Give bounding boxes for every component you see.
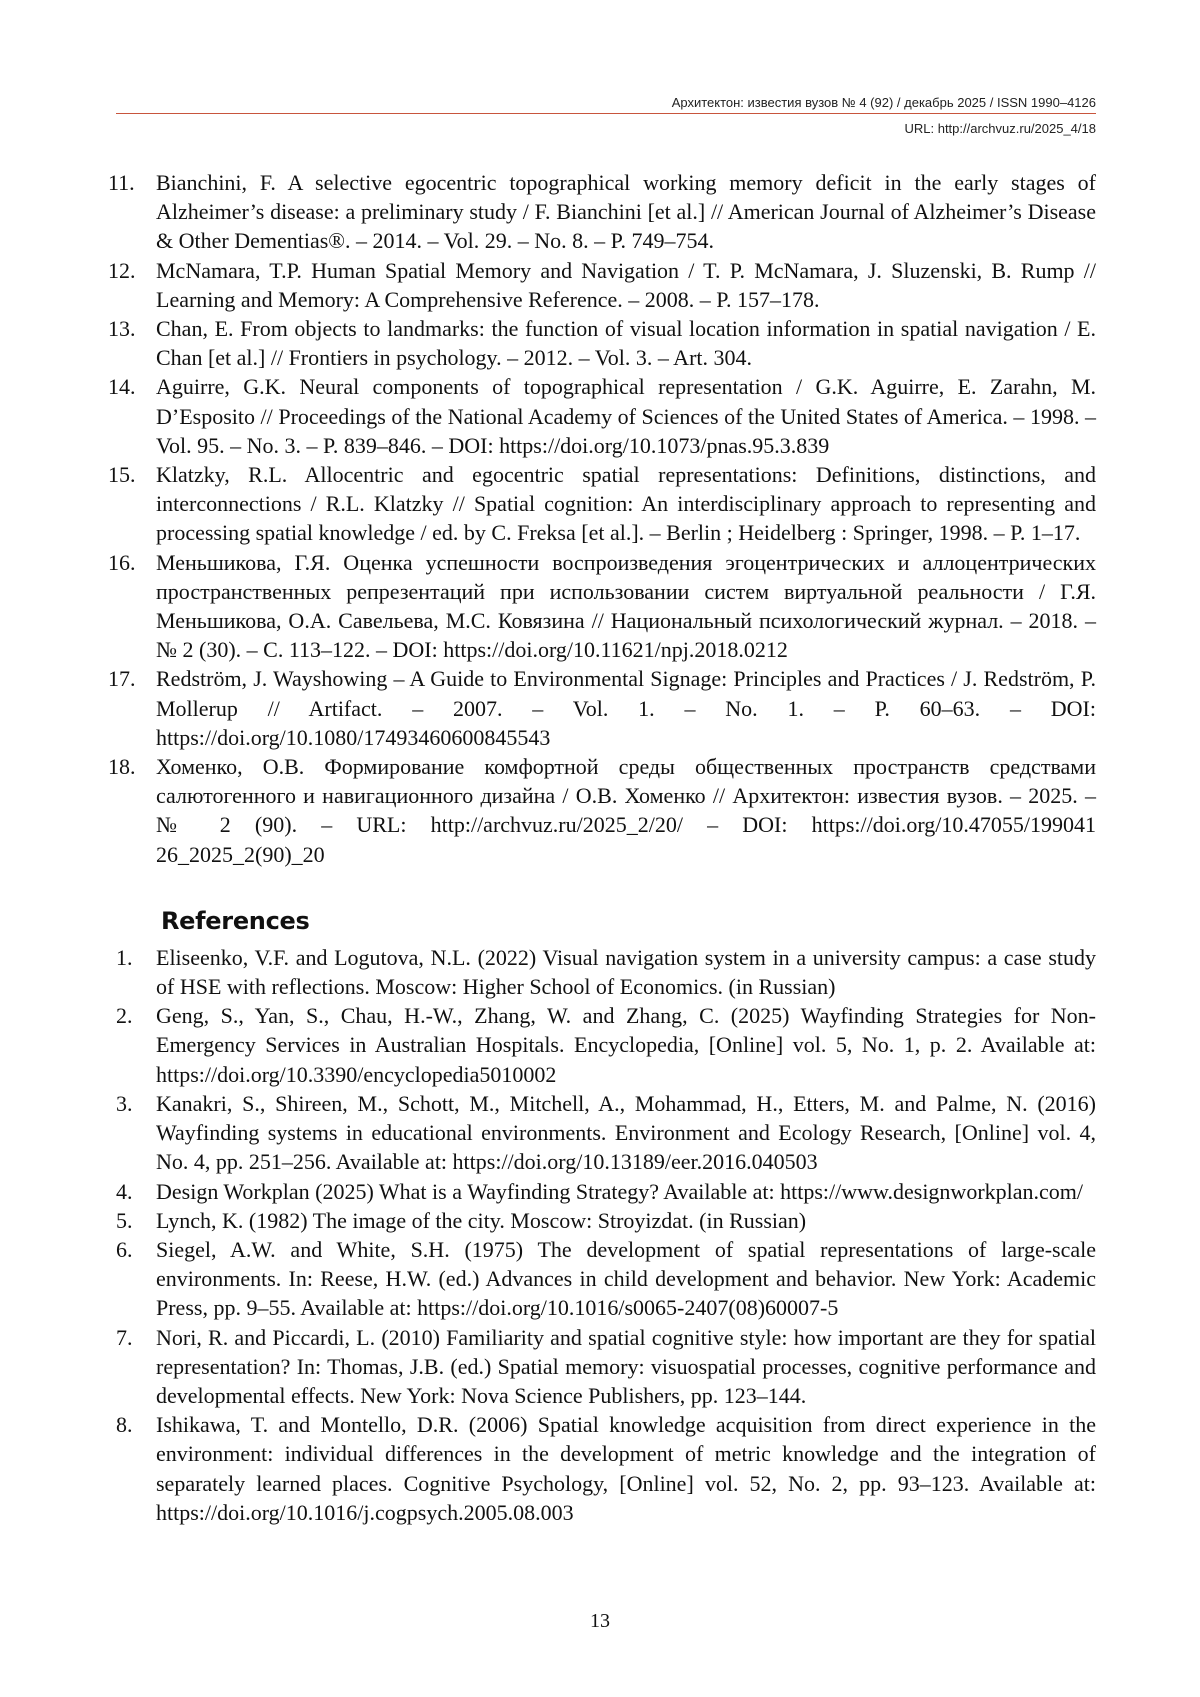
reference-number: 14. — [108, 374, 136, 400]
reference-text: Klatzky, R.L. Allocentric and egocentric spatial representations: Definitions, distinctions, and interconnections / R.L. Klatzky // Spatial cognition: An interdisciplinary approach to representing and processing spatial knowledge / ed. by C. Freksa [et al.]. – Berlin ; Heidelberg : Springer, 1998. – P. 1–17. — [156, 462, 1096, 546]
reference-item — [108, 752, 1096, 869]
reference-text: McNamara, T.P. Human Spatial Memory and Navigation / T. P. McNamara, J. Sluzenski, B. Rump // Learning and Memory: A Comprehensive Reference. – 2008. – P. 157–178. — [156, 257, 1096, 312]
reference-item — [108, 256, 1096, 314]
reference-text: Ishikawa, T. and Montello, D.R. (2006) Spatial knowledge acquisition from direct experience in the environment: individual differences in the development of metric knowledge and the integration of separately learned places. Cognitive Psychology, [Online] vol. 52, No. 2, pp. 93–123. Available at: https://doi.org/10.1016/j.cogpsych.2005.08.003 — [156, 1412, 1096, 1525]
reference-number: 3. — [116, 1090, 133, 1116]
reference-number: 15. — [108, 462, 136, 488]
reference-item — [108, 168, 1096, 256]
reference-number: 8. — [116, 1412, 133, 1438]
bibliography-list — [108, 168, 1096, 869]
reference-item — [116, 1323, 1096, 1411]
reference-text: Bianchini, F. A selective egocentric topographical working memory deficit in the early stages of Alzheimer’s disease: a preliminary study / F. Bianchini [et al.] // American Journal of Alzheimer’s Disease & Other Dementias®. – 2014. – Vol. 29. – No. 8. – P. 749–754. — [156, 170, 1096, 254]
reference-text: Eliseenko, V.F. and Logutova, N.L. (2022) Visual navigation system in a university campus: a case study of HSE with reflections. Moscow: Higher School of Economics. (in Russian) — [156, 944, 1096, 1000]
reference-number: 16. — [108, 549, 136, 575]
reference-item — [108, 314, 1096, 372]
reference-item — [116, 1410, 1096, 1527]
reference-number: 2. — [116, 1003, 133, 1029]
reference-text: Geng, S., Yan, S., Chau, H.-W., Zhang, W. and Zhang, C. (2025) Wayfinding Strategies for Non-Emergency Services in Australian Hospitals. Encyclopedia, [Online] vol. 5, No. 1, p. 2. Available at: https://doi.org/10.3390/encyclopedia5010002 — [156, 1003, 1096, 1087]
reference-number: 5. — [116, 1207, 133, 1233]
reference-text: Design Workplan (2025) What is a Wayfinding Strategy? Available at: https://www.designworkplan.com/ — [156, 1178, 1084, 1204]
reference-number: 12. — [108, 257, 136, 283]
reference-item — [108, 460, 1096, 548]
reference-item — [116, 1177, 1096, 1206]
reference-item — [108, 372, 1096, 460]
page-number: 13 — [590, 1610, 610, 1632]
references-list — [116, 943, 1096, 1527]
reference-number: 13. — [108, 316, 136, 342]
reference-number: 11. — [108, 170, 135, 195]
reference-number: 4. — [116, 1178, 133, 1204]
reference-item — [116, 1235, 1096, 1323]
reference-item — [116, 1089, 1096, 1177]
reference-text: Aguirre, G.K. Neural components of topographical representation / G.K. Aguirre, E. Zarahn, M. D’Esposito // Proceedings of the National Academy of Sciences of the United States of America. – 1998. – Vol. 95. – No. 3. – P. 839–846. – DOI: https://doi.org/10.1073/pnas.95.3.839 — [156, 374, 1096, 458]
reference-text: Nori, R. and Piccardi, L. (2010) Familiarity and spatial cognitive style: how important are they for spatial representation? In: Thomas, J.B. (ed.) Spatial memory: visuospatial processes, cognitive performance and developmental effects. New York: Nova Science Publishers, pp. 123–144. — [156, 1324, 1096, 1408]
reference-item — [108, 548, 1096, 665]
reference-item — [108, 664, 1096, 752]
page-body — [108, 168, 1096, 1527]
reference-text: Kanakri, S., Shireen, M., Schott, M., Mitchell, A., Mohammad, H., Etters, M. and Palme, N. (2016) Wayfinding systems in educational environments. Environment and Ecology Research, [Online] vol. 4, No. 4, pp. 251–256. Available at: https://doi.org/10.13189/eer.2016.040503 — [156, 1090, 1096, 1175]
reference-item — [116, 1206, 1096, 1235]
journal-issue-line: Архитектон: известия вузов № 4 (92) / декабрь 2025 / ISSN 1990–4126 — [671, 95, 1096, 110]
reference-text: Хоменко, О.В. Формирование комфортной среды общественных пространств средствами салютогенного и навигационного дизайна / О.В. Хоменко // Архитектон: известия вузов. – 2025. – № 2 (90). – URL: http://archvuz.ru/2025_2/20/ – DOI: https://doi.org/10.47055/199041 26_2025_2(90)_20 — [156, 754, 1096, 867]
reference-text: Меньшикова, Г.Я. Оценка успешности воспроизведения эгоцентрических и аллоцентрических пространственных репрезентаций при использовании систем виртуальной реальности / Г.Я. Меньшикова, О.А. Савельева, М.С. Ковязина // Национальный психологический журнал. – 2018. – № 2 (30). – С. 113–122. – DOI: https://doi.org/10.11621/npj.2018.0212 — [156, 549, 1096, 663]
reference-number: 6. — [116, 1236, 133, 1262]
reference-text: Lynch, K. (1982) The image of the city. Moscow: Stroyizdat. (in Russian) — [156, 1207, 807, 1233]
reference-item — [116, 1001, 1096, 1089]
header-rule — [116, 113, 1096, 114]
reference-number: 17. — [108, 666, 136, 692]
reference-text: Chan, E. From objects to landmarks: the function of visual location information in spatial navigation / E. Chan [et al.] // Frontiers in psychology. – 2012. – Vol. 3. – Art. 304. — [156, 316, 1096, 371]
reference-item — [116, 943, 1096, 1001]
reference-text: Redström, J. Wayshowing – A Guide to Environmental Signage: Principles and Practices / J. Redström, P. Mollerup // Artifact. – 2007. – Vol. 1. – No. 1. – P. 60–63. – DOI: https://doi.org/10.1080/17493460600845543 — [156, 666, 1096, 750]
reference-number: 7. — [116, 1324, 133, 1350]
reference-number: 1. — [116, 944, 133, 970]
references-heading: References — [161, 906, 310, 935]
reference-text: Siegel, A.W. and White, S.H. (1975) The development of spatial representations of large-scale environments. In: Reese, H.W. (ed.) Advances in child development and behavior. New York: Academic Press, pp. 9–55. Available at: https://doi.org/10.1016/s0065-2407(08)60007-5 — [156, 1236, 1096, 1321]
article-url[interactable]: URL: http://archvuz.ru/2025_4/18 — [904, 121, 1096, 136]
reference-number: 18. — [108, 754, 136, 780]
running-header — [672, 96, 1096, 110]
